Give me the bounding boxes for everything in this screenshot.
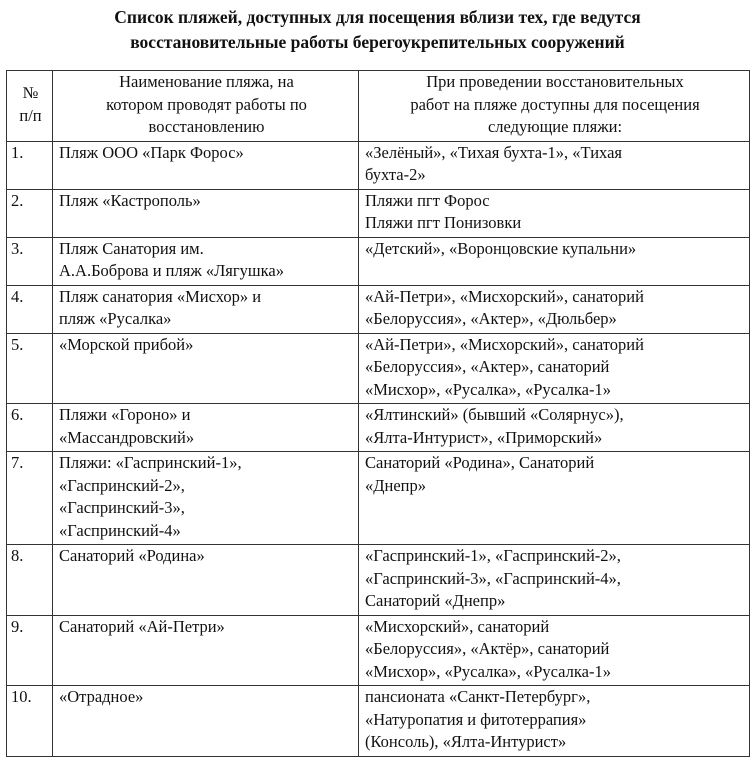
- row-number: 6.: [7, 404, 53, 452]
- table-row: [7, 545, 750, 616]
- available-beach-line: бухта-2»: [365, 165, 426, 184]
- beach-name-line: Пляж «Кастрополь»: [59, 190, 201, 210]
- row-number: 4.: [7, 285, 53, 333]
- beach-name-cell: [53, 452, 359, 545]
- beach-name-line: Санаторий «Родина»: [59, 546, 205, 565]
- available-beaches-cell: [359, 452, 750, 545]
- title-line-2: восстановительные работы берегоукрепительных сооружений: [130, 32, 625, 52]
- title-line-1: Список пляжей, доступных для посещения вблизи тех, где ведутся: [114, 7, 641, 27]
- table-row: [7, 686, 750, 757]
- beach-name-cell: [53, 141, 359, 189]
- table-row: [7, 285, 750, 333]
- available-beach-line: «Гаспринский-3», «Гаспринский-4»,: [365, 568, 621, 588]
- available-beaches-cell: [359, 237, 750, 285]
- beach-name-line: Пляжи «Гороно» и: [59, 405, 191, 424]
- beach-name-line: «Массандровский»: [59, 427, 195, 447]
- header-available-beaches: [359, 71, 750, 142]
- table-row: [7, 333, 750, 404]
- header-available-line: следующие пляжи:: [487, 117, 623, 136]
- beach-name-cell: [53, 615, 359, 686]
- header-number: [7, 71, 53, 142]
- header-number-line: п/п: [19, 105, 42, 125]
- beach-name-cell: [53, 333, 359, 404]
- available-beach-line: «Белоруссия», «Актёр», санаторий: [365, 639, 610, 658]
- available-beaches-cell: [359, 545, 750, 616]
- header-available-line: При проведении восстановительных: [426, 72, 684, 91]
- available-beaches-cell: [359, 615, 750, 686]
- available-beaches-cell: [359, 285, 750, 333]
- available-beach-line: «Мисхорский», санаторий: [365, 616, 550, 636]
- available-beach-line: «Белоруссия», «Актер», «Дюльбер»: [365, 309, 617, 328]
- table-row: [7, 615, 750, 686]
- available-beach-line: «Ялтинский» (бывший «Солярнус»),: [365, 405, 624, 424]
- available-beach-line: «Детский», «Воронцовские купальни»: [365, 238, 637, 258]
- beach-name-cell: [53, 285, 359, 333]
- page-title: [0, 5, 755, 55]
- header-number-line: №: [22, 83, 39, 103]
- beach-name-line: Санаторий «Ай-Петри»: [59, 616, 225, 636]
- table-row: [7, 141, 750, 189]
- table-row: [7, 237, 750, 285]
- available-beaches-cell: [359, 404, 750, 452]
- header-beach-name: [53, 71, 359, 142]
- available-beaches-cell: [359, 333, 750, 404]
- header-beach-name-line: восстановлению: [148, 117, 265, 136]
- available-beach-line: «Мисхор», «Русалка», «Русалка-1»: [365, 661, 611, 681]
- beach-name-line: пляж «Русалка»: [59, 309, 172, 328]
- row-number: 1.: [7, 141, 53, 189]
- available-beaches-cell: [359, 686, 750, 757]
- beach-name-line: «Морской прибой»: [59, 334, 194, 354]
- available-beaches-cell: [359, 189, 750, 237]
- row-number: 7.: [7, 452, 53, 545]
- beach-name-line: «Отрадное»: [59, 687, 144, 706]
- beach-name-line: Пляж санатория «Мисхор» и: [59, 286, 262, 306]
- table-body: [7, 141, 750, 756]
- table-row: [7, 404, 750, 452]
- available-beach-line: «Ай-Петри», «Мисхорский», санаторий: [365, 334, 644, 354]
- row-number: 5.: [7, 333, 53, 404]
- available-beach-line: «Гаспринский-1», «Гаспринский-2»,: [365, 546, 621, 565]
- beach-name-cell: [53, 404, 359, 452]
- available-beach-line: «Натуропатия и фитотеррапия»: [365, 709, 587, 729]
- beach-name-line: А.А.Боброва и пляж «Лягушка»: [59, 261, 284, 280]
- row-number: 3.: [7, 237, 53, 285]
- header-beach-name-line: котором проводят работы по: [106, 94, 307, 114]
- available-beach-line: «Белоруссия», «Актер», санаторий: [365, 357, 610, 376]
- beach-name-cell: [53, 189, 359, 237]
- beach-name-line: «Гаспринский-2»,: [59, 475, 185, 495]
- row-number: 8.: [7, 545, 53, 616]
- table-row: [7, 189, 750, 237]
- row-number: 2.: [7, 189, 53, 237]
- available-beach-line: «Мисхор», «Русалка», «Русалка-1»: [365, 379, 611, 399]
- available-beach-line: (Консоль), «Ялта-Интурист»: [365, 732, 567, 751]
- row-number: 9.: [7, 615, 53, 686]
- available-beach-line: Санаторий «Днепр»: [365, 591, 506, 610]
- beach-name-line: Пляж ООО «Парк Форос»: [59, 142, 244, 162]
- available-beach-line: Санаторий «Родина», Санаторий: [365, 453, 595, 472]
- beach-name-line: «Гаспринский-3»,: [59, 498, 185, 517]
- beach-name-line: Пляж Санатория им.: [59, 238, 204, 258]
- available-beach-line: «Ай-Петри», «Мисхорский», санаторий: [365, 286, 644, 306]
- beach-name-line: «Гаспринский-4»: [59, 520, 181, 540]
- beach-name-cell: [53, 686, 359, 757]
- beach-name-cell: [53, 237, 359, 285]
- available-beaches-cell: [359, 141, 750, 189]
- beach-table: [6, 70, 750, 757]
- header-available-line: работ на пляже доступны для посещения: [410, 94, 700, 114]
- table-header-row: [7, 71, 750, 142]
- available-beach-line: пансионата «Санкт-Петербург»,: [365, 687, 591, 706]
- beach-name-cell: [53, 545, 359, 616]
- header-beach-name-line: Наименование пляжа, на: [119, 72, 294, 91]
- available-beach-line: «Днепр»: [365, 475, 426, 495]
- available-beach-line: «Зелёный», «Тихая бухта-1», «Тихая: [365, 142, 622, 162]
- available-beach-line: Пляжи пгт Понизовки: [365, 213, 522, 232]
- beach-name-line: Пляжи: «Гаспринский-1»,: [59, 453, 242, 472]
- row-number: 10.: [7, 686, 53, 757]
- available-beach-line: Пляжи пгт Форос: [365, 190, 490, 210]
- table-row: [7, 452, 750, 545]
- available-beach-line: «Ялта-Интурист», «Приморский»: [365, 427, 603, 447]
